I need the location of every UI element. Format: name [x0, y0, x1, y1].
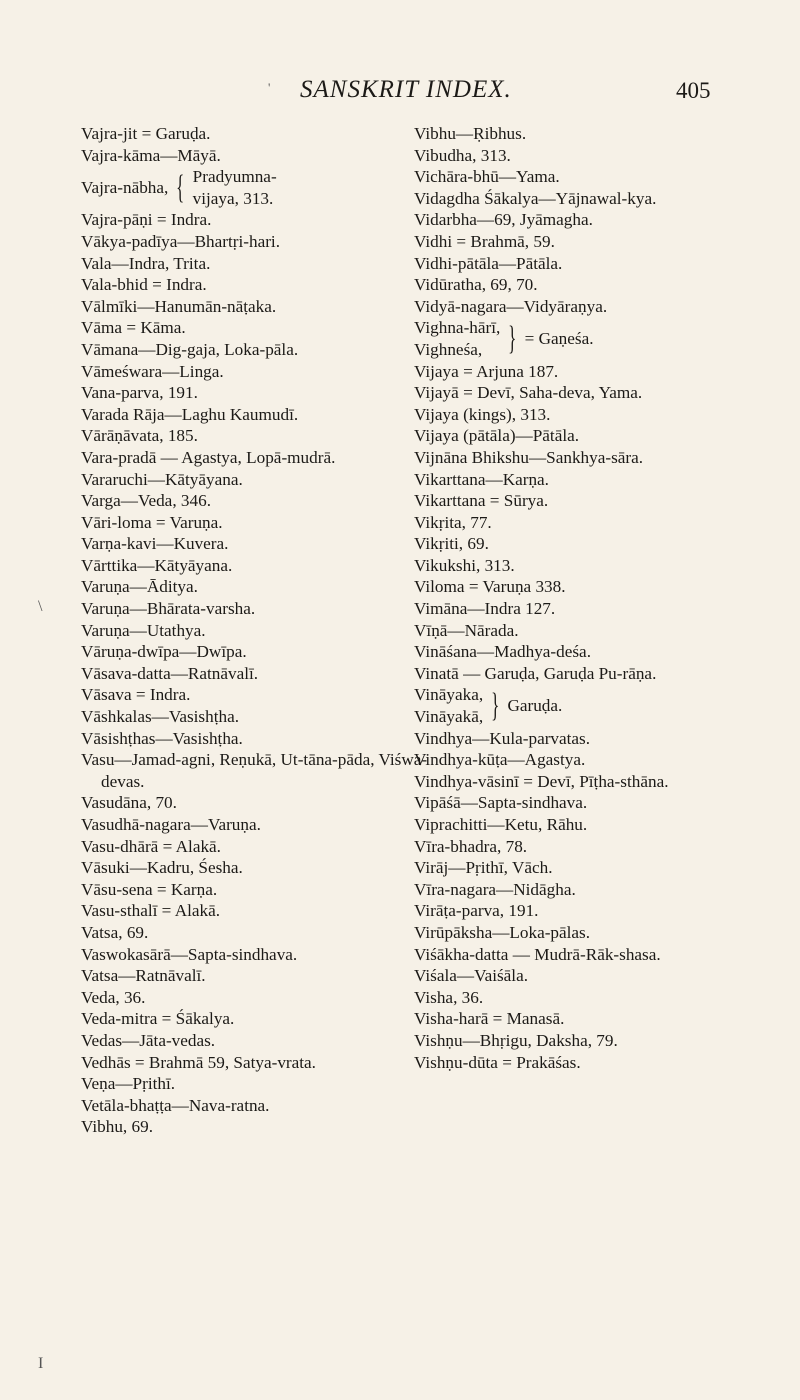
index-entry: Vala-bhid = Indra. [81, 275, 207, 295]
index-entry: Vasudāna, 70. [81, 793, 177, 813]
index-entry-group [414, 317, 754, 360]
index-entry: Vāma = Kāma. [81, 318, 186, 338]
index-entry: Vārāṇāvata, 185. [81, 426, 198, 446]
page-number: 405 [676, 78, 711, 103]
page-header [0, 76, 800, 116]
index-entry: Vāsu-sena = Karṇa. [81, 879, 218, 899]
index-entry: Vāsava = Indra. [81, 685, 191, 705]
index-entry-group [414, 684, 754, 727]
index-entry: Vindhya-kūṭa—Agastya. [414, 750, 586, 770]
index-entry: Virāṭa-parva, 191. [414, 901, 539, 921]
index-entry: Vasu—Jamad-agni, Reṇukā, Ut-tāna-pāda, Viśwa-devas. [81, 750, 428, 791]
index-entry: Vīra-bhadra, 78. [414, 836, 528, 856]
index-entry: Vīra-nagara—Nidāgha. [414, 879, 576, 899]
index-entry: Viprachitti—Ketu, Rāhu. [414, 815, 588, 834]
index-entry: Vidarbha—69, Jyāmagha. [414, 210, 593, 230]
index-entry: Vinatā — Garuḍa, Garuḍa Pu-rāṇa. [414, 663, 657, 683]
index-entry: Varṇa-kavi—Kuvera. [81, 534, 229, 554]
index-entry: Vāmana—Dig-gaja, Loka-pāla. [81, 339, 299, 359]
running-title: SANSKRIT INDEX. [300, 76, 512, 103]
index-entry: Vikarttana—Karṇa. [414, 469, 549, 489]
brace-glyph: { [176, 168, 185, 206]
index-entry: Virāj—Pṛithī, Vāch. [414, 858, 553, 878]
index-entry: Vākya-padīya—Bhartṛi-hari. [81, 231, 281, 251]
entry-reference [193, 166, 277, 209]
index-column-right [414, 123, 754, 1073]
entry-headwords [414, 317, 500, 360]
index-entry: Vaswokasārā—Sapta-sindhava. [81, 944, 298, 964]
index-entry: Veṇa—Pṛithī. [81, 1074, 176, 1094]
index-entry: Vidūratha, 69, 70. [414, 275, 538, 295]
index-entry: Vasu-sthalī = Alakā. [81, 901, 221, 921]
index-entry: Vatsa—Ratnāvalī. [81, 966, 206, 986]
index-entry: Vālmīki—Hanumān-nāṭaka. [81, 296, 277, 316]
index-entry: Varuṇa—Utathya. [81, 620, 206, 640]
index-entry: Vijayā = Devī, Saha-deva, Yama. [414, 383, 643, 403]
entry-reference-line: Garuḍa. [507, 696, 563, 716]
index-entry: Vidhi-pātāla—Pātāla. [414, 253, 563, 273]
index-entry: Viśala—Vaiśāla. [414, 966, 528, 986]
entry-headwords [414, 684, 483, 727]
index-entry: Vasudhā-nagara—Varuṇa. [81, 815, 261, 834]
entry-headword: Vighneśa, [414, 339, 483, 359]
index-entry: Vāsava-datta—Ratnāvalī. [81, 663, 259, 683]
index-entry: Vajra-pāṇi = Indra. [81, 210, 212, 230]
entry-reference [507, 695, 562, 717]
index-entry: Viloma = Varuṇa 338. [414, 577, 566, 597]
index-entry: Vijaya = Arjuna 187. [414, 361, 559, 381]
index-entry: Vibhu—Ṛibhus. [414, 124, 527, 143]
margin-mark-top: ' [268, 80, 271, 95]
entry-headword: Vajra-nābha, [81, 177, 169, 197]
index-entry: Vala—Indra, Trita. [81, 253, 211, 273]
entry-headword: Vināyaka, [414, 685, 484, 705]
index-entry: Vidagdha Śākalya—Yājnawal-kya. [414, 188, 657, 208]
index-entry: Vishṇu—Bhṛigu, Daksha, 79. [414, 1030, 618, 1050]
entry-reference-line: Pradyumna- [192, 167, 277, 187]
index-entry: Vedhās = Brahmā 59, Satya-vrata. [81, 1052, 316, 1072]
index-entry: Varga—Veda, 346. [81, 491, 211, 511]
index-entry: Vindhya—Kula-parvatas. [414, 728, 591, 748]
index-entry: Varuṇa—Āditya. [81, 577, 198, 597]
index-entry: Vajra-jit = Garuḍa. [81, 124, 211, 143]
index-entry: Varuṇa—Bhārata-varsha. [81, 599, 256, 619]
index-entry: Vibudha, 313. [414, 145, 511, 165]
index-entry: Vārttika—Kātyāyana. [81, 555, 233, 575]
entry-reference-line: vijaya, 313. [192, 188, 274, 208]
index-entry: Vana-parva, 191. [81, 383, 198, 403]
index-entry: Vatsa, 69. [81, 922, 149, 942]
index-entry: Vāruṇa-dwīpa—Dwīpa. [81, 642, 247, 662]
entry-headword: Vighna-hārī, [414, 318, 501, 338]
index-entry-group [81, 166, 431, 209]
index-entry: Vajra-kāma—Māyā. [81, 145, 221, 165]
index-entry: Vāri-loma = Varuṇa. [81, 512, 223, 532]
index-entry: Vijnāna Bhikshu—Sankhya-sāra. [414, 447, 644, 467]
margin-mark-left: \ [38, 598, 43, 615]
index-entry: Vibhu, 69. [81, 1117, 154, 1137]
brace-glyph: } [508, 319, 517, 357]
index-entry: Vasu-dhārā = Alakā. [81, 836, 221, 856]
index-entry: Vetāla-bhaṭṭa—Nava-ratna. [81, 1095, 270, 1115]
index-entry: Visha, 36. [414, 987, 484, 1007]
entry-headword: Vināyakā, [414, 707, 484, 727]
index-entry: Vāmeśwara—Linga. [81, 361, 224, 381]
index-entry: Vināśana—Madhya-deśa. [414, 642, 591, 662]
index-entry: Vāsishṭhas—Vasishṭha. [81, 728, 243, 748]
index-entry: Vīṇā—Nārada. [414, 620, 519, 640]
index-entry: Vijaya (kings), 313. [414, 404, 551, 424]
index-entry: Viśākha-datta — Mudrā-Rāk-shasa. [414, 944, 661, 964]
index-entry: Vishṇu-dūta = Prakāśas. [414, 1052, 581, 1072]
margin-mark-bottom: I [38, 1355, 44, 1372]
index-entry: Varada Rāja—Laghu Kaumudī. [81, 404, 299, 424]
index-entry: Vidyā-nagara—Vidyāraṇya. [414, 296, 608, 316]
index-entry: Vedas—Jāta-vedas. [81, 1030, 216, 1050]
index-entry: Veda, 36. [81, 987, 146, 1007]
index-entry: Vararuchi—Kātyāyana. [81, 469, 243, 489]
index-entry: Vikukshi, 313. [414, 555, 515, 575]
index-column-left [81, 123, 431, 1138]
index-entry: Vipāśā—Sapta-sindhava. [414, 793, 588, 813]
index-entry: Virūpāksha—Loka-pālas. [414, 922, 591, 942]
index-entry: Vara-pradā — Agastya, Lopā-mudrā. [81, 447, 336, 467]
index-entry: Vikṛita, 77. [414, 512, 492, 532]
entry-headwords [81, 177, 168, 199]
index-entry: Vijaya (pātāla)—Pātāla. [414, 426, 580, 446]
entry-reference [525, 328, 594, 350]
index-entry: Visha-harā = Manasā. [414, 1009, 565, 1029]
index-entry: Vidhi = Brahmā, 59. [414, 231, 555, 251]
index-entry: Vikṛiti, 69. [414, 534, 489, 554]
index-entry: Vichāra-bhū—Yama. [414, 167, 560, 187]
brace-glyph: } [491, 687, 500, 725]
index-entry: Vindhya-vāsinī = Devī, Pīṭha-sthāna. [414, 771, 669, 791]
index-entry: Veda-mitra = Śākalya. [81, 1009, 235, 1029]
index-entry: Vikarttana = Sūrya. [414, 491, 549, 511]
index-entry: Vāshkalas—Vasishṭha. [81, 707, 240, 727]
entry-reference-line: = Gaṇeśa. [524, 329, 594, 349]
index-entry: Vāsuki—Kadru, Śesha. [81, 858, 243, 878]
index-entry: Vimāna—Indra 127. [414, 599, 556, 619]
